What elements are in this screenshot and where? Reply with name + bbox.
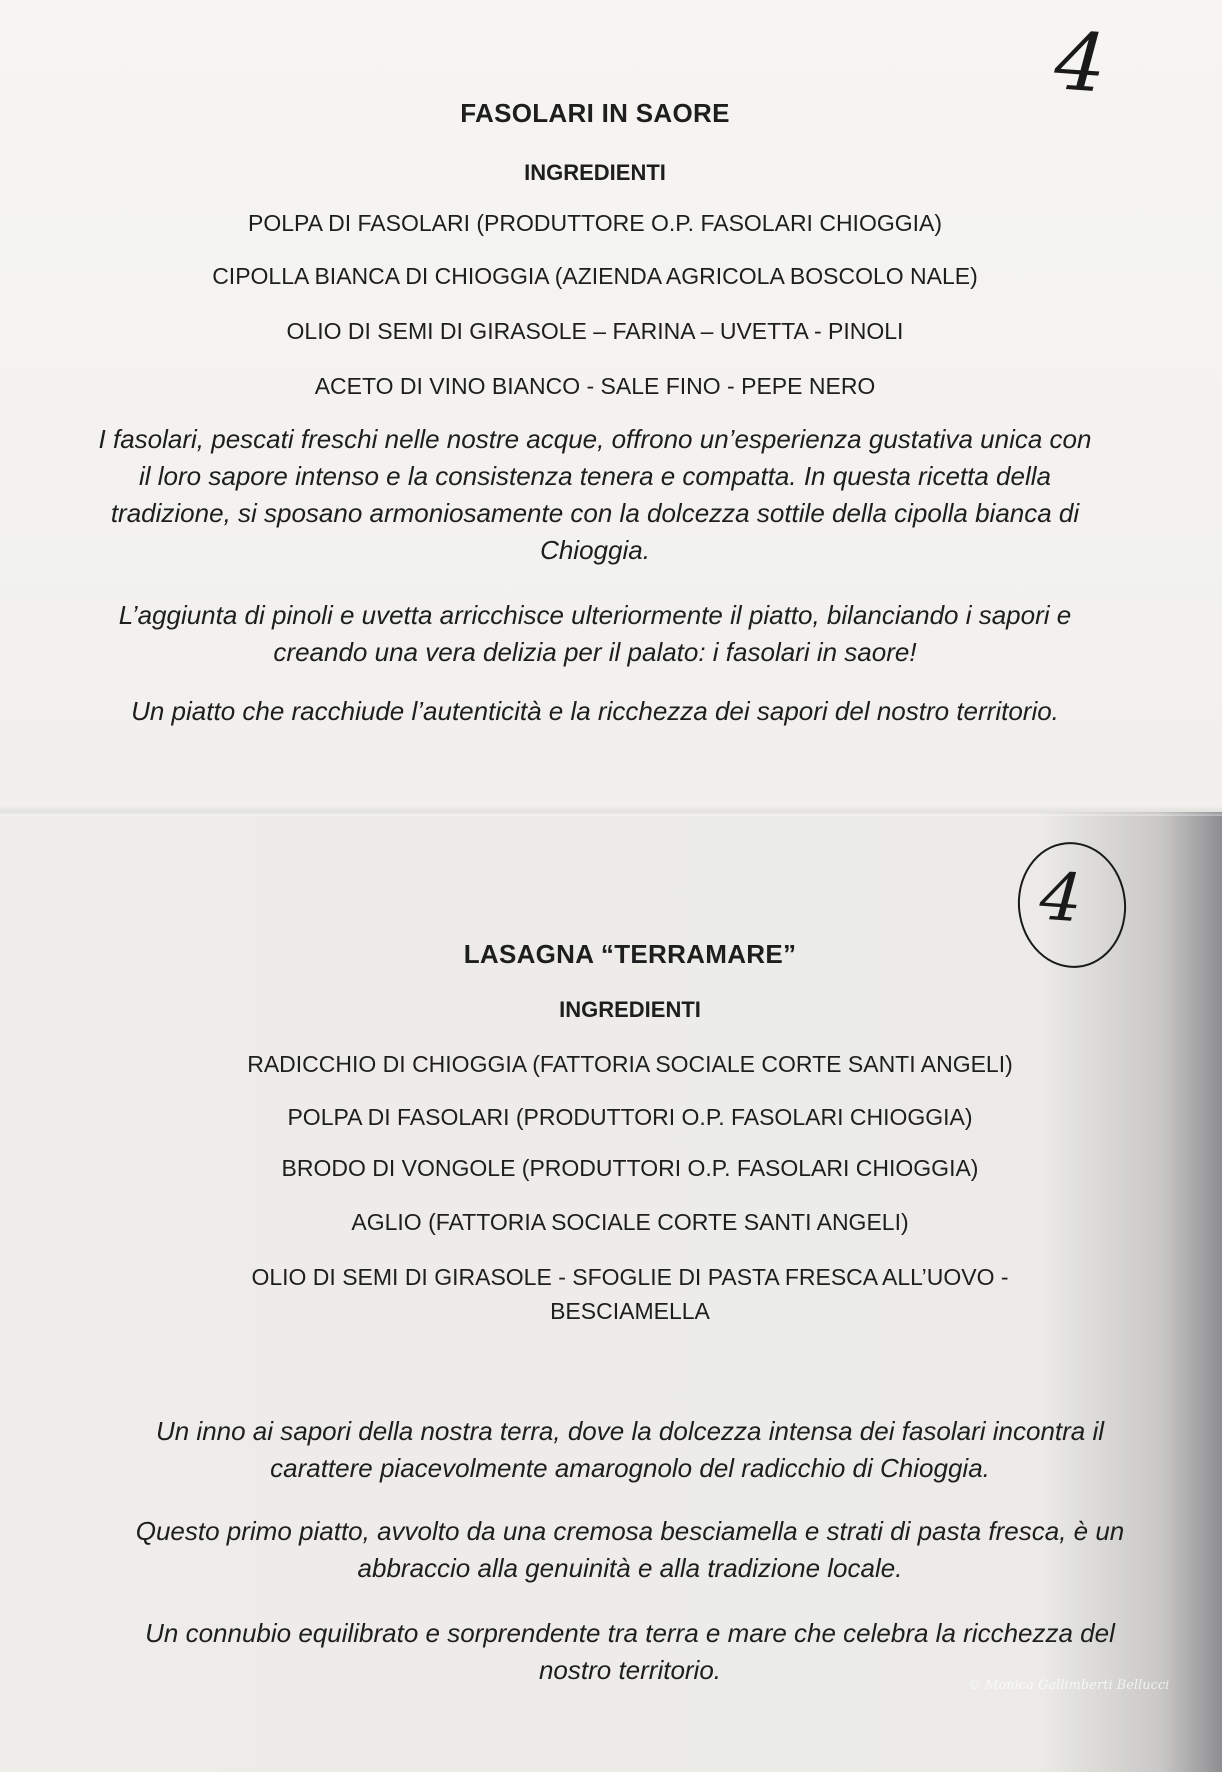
- ingredient-line: BRODO DI VONGOLE (PRODUTTORI O.P. FASOLARI CHIOGGIA): [281, 1155, 979, 1181]
- description-paragraph: L’aggiunta di pinoli e uvetta arricchisce ulteriormente il piatto, bilanciando i sapori e creando una vera delizia per il palato: i fasolari in saore!: [118, 600, 1072, 667]
- recipe-title: FASOLARI IN SAORE: [460, 98, 730, 128]
- ingredient-line: ACETO DI VINO BIANCO - SALE FINO - PEPE NERO: [314, 373, 876, 399]
- photo-watermark: © Monica Gallimberti Bellucci: [968, 1678, 1170, 1693]
- ingredient-line: POLPA DI FASOLARI (PRODUTTORI O.P. FASOLARI CHIOGGIA): [287, 1104, 973, 1130]
- handwritten-page-number: 4: [1037, 857, 1085, 938]
- ingredient-line: OLIO DI SEMI DI GIRASOLE – FARINA – UVETTA - PINOLI: [286, 318, 904, 344]
- handwritten-page-number: 4: [1051, 14, 1110, 111]
- ingredient-line: RADICCHIO DI CHIOGGIA (FATTORIA SOCIALE CORTE SANTI ANGELI): [247, 1051, 1013, 1077]
- ingredients-heading: INGREDIENTI: [524, 160, 666, 185]
- ingredient-line: AGLIO (FATTORIA SOCIALE CORTE SANTI ANGELI): [351, 1209, 909, 1235]
- ingredient-line: OLIO DI SEMI DI GIRASOLE - SFOGLIE DI PASTA FRESCA ALL’UOVO - BESCIAMELLA: [251, 1264, 1009, 1324]
- description-paragraph: I fasolari, pescati freschi nelle nostre acque, offrono un’esperienza gustativa unica con il loro sapore intenso e la consistenza tenera e compatta. In questa ricetta della tradizione, si sposano armoniosamente con la dolcezza sottile della cipolla bianca di Chioggia.: [98, 424, 1092, 565]
- recipe-title: LASAGNA “TERRAMARE”: [463, 939, 797, 969]
- description-paragraph: Questo primo piatto, avvolto da una cremosa besciamella e strati di pasta fresca, è un abbraccio alla genuinità e alla tradizione locale.: [135, 1516, 1125, 1583]
- description-paragraph: Un connubio equilibrato e sorprendente tra terra e mare che celebra la ricchezza del nostro territorio.: [145, 1618, 1115, 1685]
- paper-fold: [0, 806, 1222, 816]
- description-paragraph: Un piatto che racchiude l’autenticità e la ricchezza dei sapori del nostro territorio.: [131, 696, 1059, 726]
- description-paragraph: Un inno ai sapori della nostra terra, dove la dolcezza intensa dei fasolari incontra il carattere piacevolmente amarognolo del radicchio di Chioggia.: [155, 1416, 1105, 1483]
- ingredient-line: POLPA DI FASOLARI (PRODUTTORE O.P. FASOLARI CHIOGGIA): [248, 210, 942, 236]
- ingredients-heading: INGREDIENTI: [559, 997, 701, 1022]
- ingredient-line: CIPOLLA BIANCA DI CHIOGGIA (AZIENDA AGRICOLA BOSCOLO NALE): [212, 263, 978, 289]
